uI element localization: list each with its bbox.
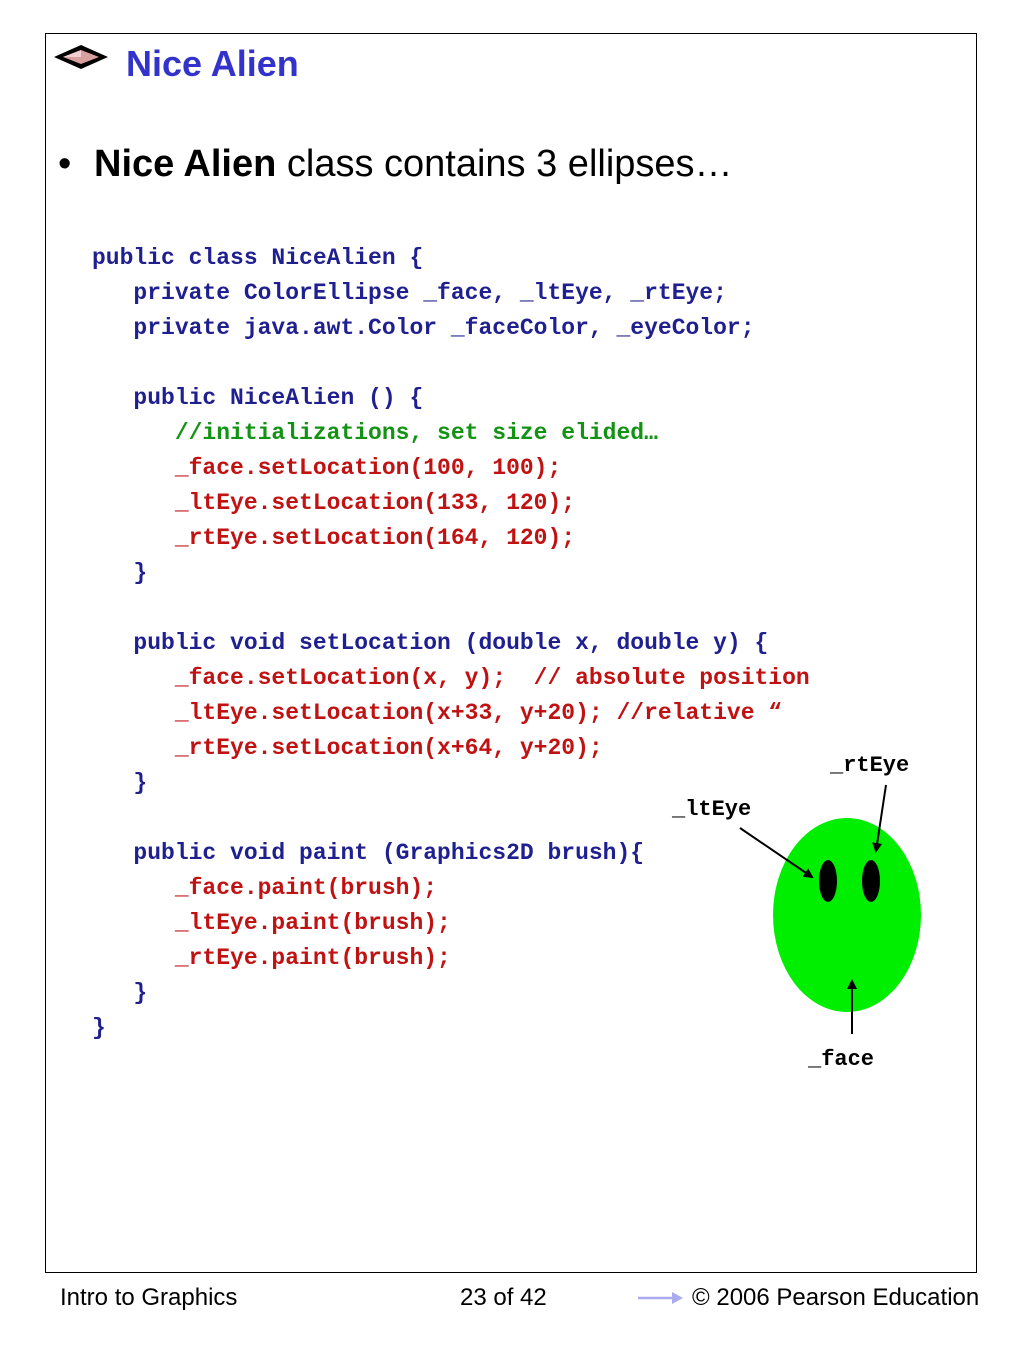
code-line: _ltEye.setLocation(133, 120); (92, 490, 576, 516)
footer-page-number: 23 of 42 (460, 1284, 547, 1311)
code-line: } (92, 560, 148, 586)
footer-copyright: © 2006 Pearson Education (692, 1284, 980, 1311)
bullet-bold-text: Nice Alien (94, 143, 277, 185)
bullet-dot: • (58, 143, 72, 185)
alien-diagram (660, 745, 960, 1085)
code-line: } (92, 770, 148, 796)
code-line: private java.awt.Color _faceColor, _eyeColor; (92, 315, 755, 341)
code-line: _face.setLocation(x, y); // absolute position (92, 665, 810, 691)
code-line: _rtEye.setLocation(164, 120); (92, 525, 576, 551)
alien-face (773, 818, 921, 1012)
code-line: private ColorEllipse _face, _ltEye, _rtEye; (92, 280, 727, 306)
diamond-bullet-icon (52, 42, 110, 72)
slide-title: Nice Alien (126, 43, 299, 84)
code-line: _ltEye.paint(brush); (92, 910, 451, 936)
code-line: } (92, 980, 148, 1006)
code-line: public NiceAlien () { (92, 385, 424, 411)
code-line: } (92, 1015, 106, 1041)
code-line: public void setLocation (double x, double y) { (92, 630, 769, 656)
right-eye-label: _rtEye (830, 753, 910, 778)
alien-left-eye (819, 860, 837, 902)
footer-course-title: Intro to Graphics (60, 1284, 238, 1311)
code-line: public void paint (Graphics2D brush){ (92, 840, 645, 866)
bullet-text: class contains 3 ellipses… (276, 143, 733, 185)
code-line: _face.paint(brush); (92, 875, 438, 901)
code-line: public class NiceAlien { (92, 245, 424, 271)
code-line: _rtEye.paint(brush); (92, 945, 451, 971)
code-line: _ltEye.setLocation(x+33, y+20); //relative “ (92, 700, 783, 726)
code-line: _face.setLocation(100, 100); (92, 455, 562, 481)
code-line: _rtEye.setLocation(x+64, y+20); (92, 735, 603, 761)
bullet-point (58, 139, 733, 189)
code-comment: //initializations, set size elided… (92, 420, 658, 446)
left-eye-label: _ltEye (672, 797, 752, 822)
right-arrow-icon (636, 1288, 684, 1308)
alien-right-eye (862, 860, 880, 902)
face-label: _face (808, 1047, 875, 1072)
